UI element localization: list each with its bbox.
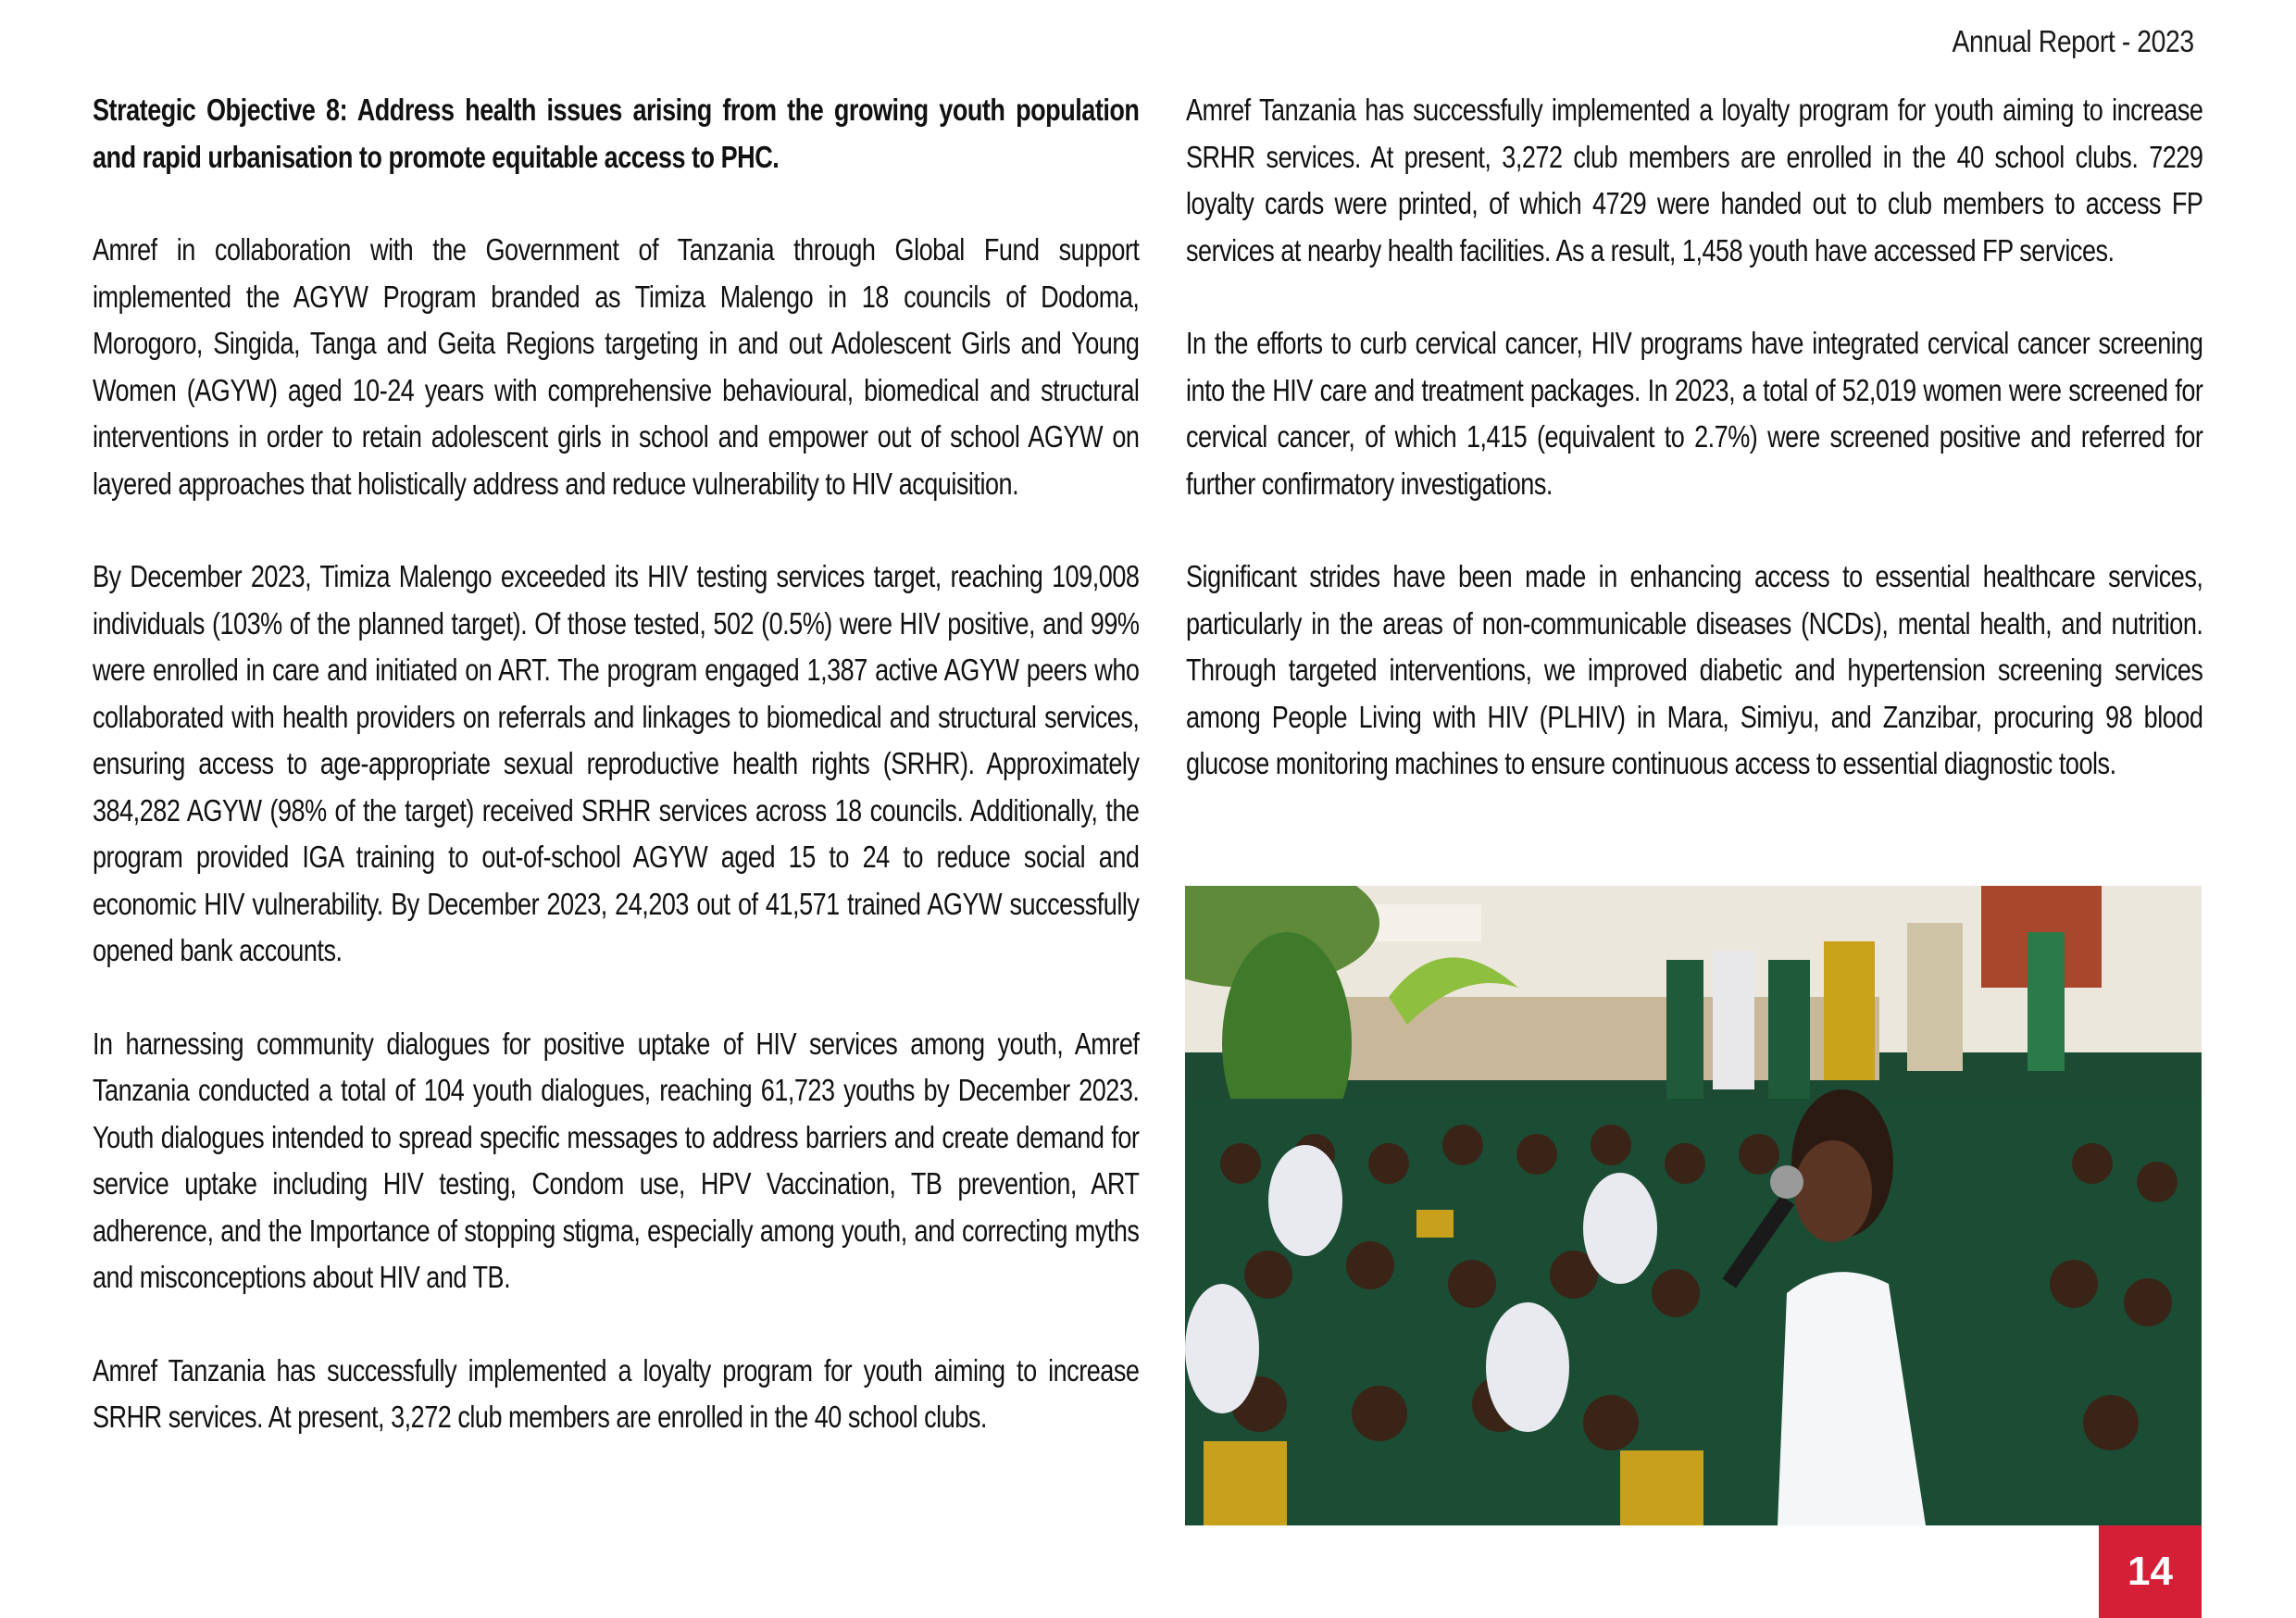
paragraph: Amref Tanzania has successfully implemented a loyalty program for youth aiming to increase SRHR services. At present, 3,272 club members are enrolled in the 40 school clubs. 7229 loyalty cards were printed, of which 4729 were handed out to club members to access FP services at nearby health facilities. As a result, 1,458 youth have accessed FP services. [1186,93,2203,268]
paragraph: Amref in collaboration with the Government of Tanzania through Global Fund support implemented the AGYW Program branded as Timiza Malengo in 18 councils of Dodoma, Morogoro, Singida, Tanga and Geita Regions targeting in and out Adolescent Girls and Young Women (AGYW) aged 10-24 years with comprehensive behavioural, biomedical and structural interventions in order to retain adolescent girls in school and empower out of school AGYW on layered approaches that holistically address and reduce vulnerability to HIV acquisition. [93,232,1140,501]
paragraph: In harnessing community dialogues for positive uptake of HIV services among youth, Amref Tanzania conducted a total of 104 youth dialogues, reaching 61,723 youths by December 2023. Youth dialogues intended to spread specific messages to address barriers and create demand for service uptake including HIV testing, Condom use, HPV Vaccination, TB prevention, ART adherence, and the Importance of stopping stigma, especially among youth, and correcting myths and misconceptions about HIV and TB. [93,1026,1140,1294]
page-number-badge: 14 [2099,1525,2202,1618]
running-header: Annual Report - 2023 [1952,24,2194,58]
paragraph: By December 2023, Timiza Malengo exceeded its HIV testing services target, reaching 109,008 individuals (103% of the planned target). Of those tested, 502 (0.5%) were HIV positive, and 99% were enrolled in care and initiated on ART. The program engaged 1,387 active AGYW peers who collaborated with health providers on referrals and linkages to biomedical and structural services, ensuring access to age-appropriate sexual reproductive health rights (SRHR). Approximately 384,282 AGYW (98% of the target) received SRHR services across 18 councils. Additionally, the program provided IGA training to out-of-school AGYW aged 15 to 24 to reduce social and economic HIV vulnerability. By December 2023, 24,203 out of 41,571 trained AGYW successfully opened bank accounts. [93,559,1140,967]
left-column [93,87,1139,1441]
paragraph: In the efforts to curb cervical cancer, HIV programs have integrated cervical cancer screening into the HIV care and treatment packages. In 2023, a total of 52,019 women were screened for cervical cancer, of which 1,415 (equivalent to 2.7%) were screened positive and referred for further confirmatory investigations. [1186,326,2203,501]
section-title: Strategic Objective 8: Address health issues arising from the growing youth population and rapid urbanisation to promote equitable access to PHC. [93,93,1140,174]
photo-illustration [1185,886,2202,1525]
event-photo [1185,886,2202,1525]
paragraph: Significant strides have been made in enhancing access to essential healthcare services, particularly in the areas of non-communicable diseases (NCDs), mental health, and nutrition. Through targeted interventions, we improved diabetic and hypertension screening services among People Living with HIV (PLHIV) in Mara, Simiyu, and Zanzibar, procuring 98 blood glucose monitoring machines to ensure continuous access to essential diagnostic tools. [1186,559,2203,780]
right-column [1186,87,2202,788]
paragraph: Amref Tanzania has successfully implemented a loyalty program for youth aiming to increase SRHR services. At present, 3,272 club members are enrolled in the 40 school clubs. [93,1352,1140,1434]
